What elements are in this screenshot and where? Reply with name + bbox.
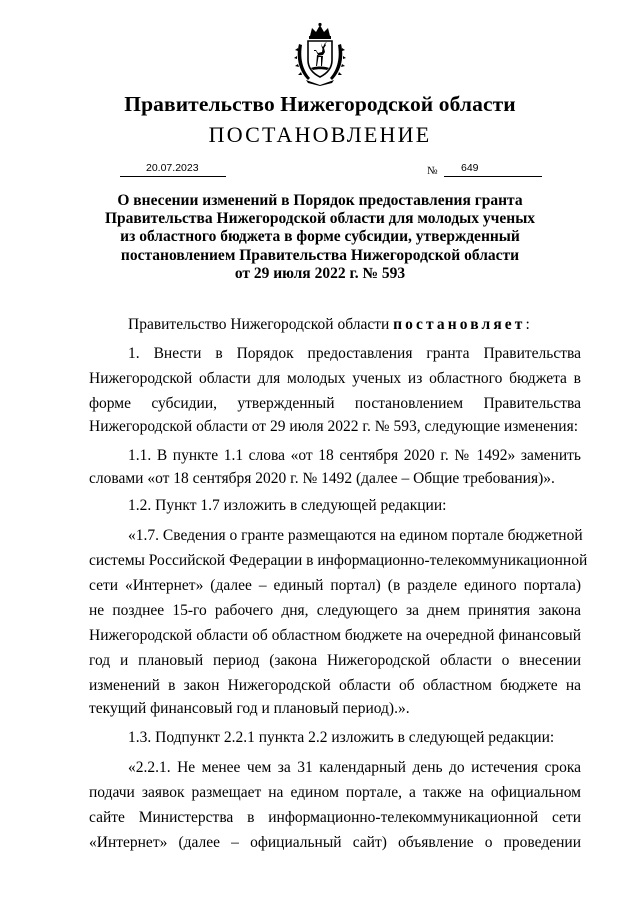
body-line: Нижегородской области от 29 июля 2022 г. № 593, следующие изменения: xyxy=(89,418,579,435)
body-line: словами «от 18 сентября 2020 г. № 1492 (далее – Общие требования)». xyxy=(89,470,555,487)
intro-suffix: : xyxy=(525,316,530,333)
document-date: 20.07.2023 xyxy=(146,162,199,174)
body-line: форме субсидии, утвержденный постановлением Правительства xyxy=(89,395,581,412)
body-line: сайте Министерства в информационно-телекоммуникационной сети xyxy=(89,809,581,826)
intro-paragraph xyxy=(128,315,581,335)
title-line: постановлением Правительства Нижегородской области xyxy=(120,246,520,264)
number-sign: № xyxy=(427,165,438,177)
body-line: «2.2.1. Не менее чем за 31 календарный день до истечения срока xyxy=(128,759,581,776)
body-line: сети «Интернет» (далее – единый портал) (в разделе единого портала) xyxy=(89,577,581,594)
title-line: О внесении изменений в Порядок предоставления гранта xyxy=(117,192,523,209)
intro-decree-word: постановляет xyxy=(393,316,526,333)
body-line: текущий финансовый год и плановый период).». xyxy=(89,700,410,717)
body-line: 1.1. В пункте 1.1 слова «от 18 сентября 2020 г. № 1492» заменить xyxy=(128,447,581,464)
body-line: год и плановый период (закона Нижегородской области о внесении xyxy=(89,652,581,669)
body-line: Нижегородской области для молодых ученых из областного бюджета в xyxy=(89,370,581,387)
title-line: Правительства Нижегородской области для молодых ученых xyxy=(104,210,536,228)
document-number: 649 xyxy=(461,162,479,174)
body-line: 1.2. Пункт 1.7 изложить в следующей редакции: xyxy=(128,497,447,514)
body-line: Нижегородской области об областном бюджете на очередной финансовый xyxy=(89,627,581,644)
date-underline xyxy=(120,175,226,177)
government-name: Правительство Нижегородской области xyxy=(124,92,516,116)
document-title xyxy=(96,192,544,283)
title-line: от 29 июля 2022 г. № 593 xyxy=(234,264,406,282)
body-line: «Интернет» (далее – официальный сайт) объявление о проведении xyxy=(89,834,581,851)
coat-of-arms-icon xyxy=(294,22,346,86)
body-line: 1.3. Подпункт 2.2.1 пункта 2.2 изложить в следующей редакции: xyxy=(128,729,555,746)
body-line: изменений в закон Нижегородской области об областном бюджете на xyxy=(89,677,581,694)
body-line: не позднее 15-го рабочего дня, следующего за днем принятия закона xyxy=(89,602,581,619)
body-line: «1.7. Сведения о гранте размещаются на едином портале бюджетной xyxy=(128,527,583,544)
body-line: 1. Внести в Порядок предоставления гранта Правительства xyxy=(128,345,581,362)
document-type: ПОСТАНОВЛЕНИЕ xyxy=(208,122,432,147)
intro-prefix: Правительство Нижегородской области xyxy=(128,316,394,333)
body-line: подачи заявок размещает на едином портале, а также на официальном xyxy=(89,784,581,801)
body-line: системы Российской Федерации в информационно-телекоммуникационной xyxy=(89,552,588,569)
number-underline xyxy=(444,175,542,177)
title-line: из областного бюджета в форме субсидии, утвержденный xyxy=(120,228,520,246)
